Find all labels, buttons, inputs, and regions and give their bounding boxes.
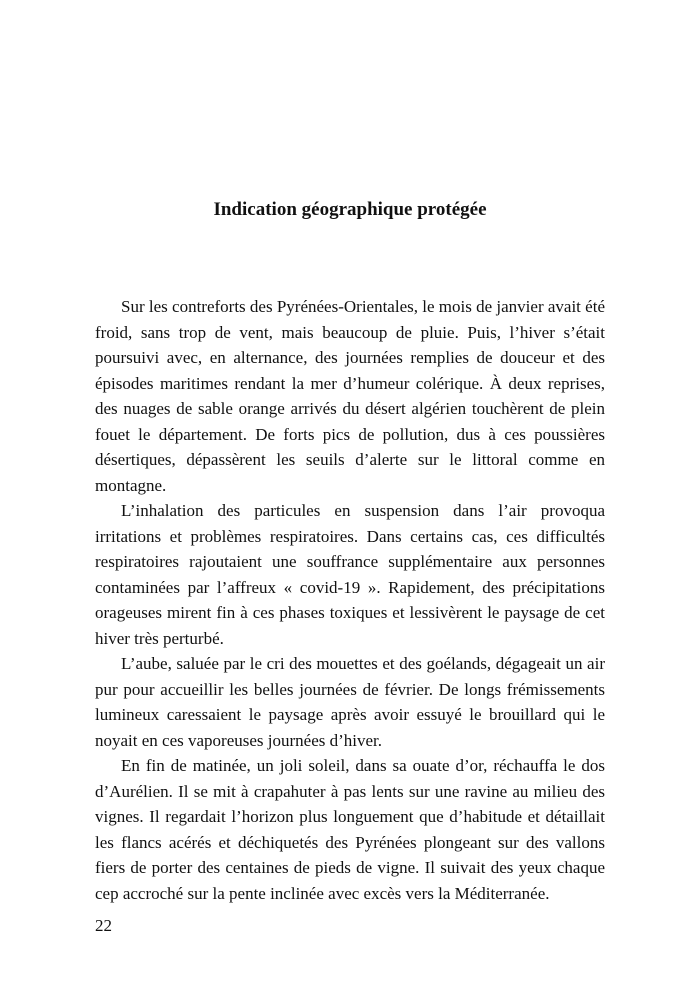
body-text xyxy=(95,294,605,906)
paragraph: Sur les contreforts des Pyrénées-Orientales, le mois de janvier avait été froid, sans trop de vent, mais beaucoup de pluie. Puis, l’hiver s’était poursuivi avec, en alternance, des journées remplies de douceur et des épisodes maritimes rendant la mer d’humeur colérique. À deux reprises, des nuages de sable orange arrivés du désert algérien touchèrent de plein fouet le département. De forts pics de pollution, dus à ces poussières désertiques, dépassèrent les seuils d’alerte sur le littoral comme en montagne. xyxy=(95,297,605,495)
page-number: 22 xyxy=(95,916,112,935)
paragraph: L’inhalation des particules en suspension dans l’air provoqua irritations et problèmes respiratoires. Dans certains cas, ces difficultés respiratoires rajoutaient une souffrance supplémentaire aux personnes contaminées par l’affreux « covid-19 ». Rapidement, des précipitations orageuses mirent fin à ces phases toxiques et lessivèrent le paysage de cet hiver très perturbé. xyxy=(95,501,605,648)
paragraph: L’aube, saluée par le cri des mouettes et des goélands, dégageait un air pur pour accueillir les belles journées de février. De longs frémissements lumineux caressaient le paysage après avoir essuyé le brouillard qui le noyait en ces vaporeuses journées d’hiver. xyxy=(95,654,605,750)
paragraph: En fin de matinée, un joli soleil, dans sa ouate d’or, réchauffa le dos d’Aurélien. Il se mit à crapahuter à pas lents sur une ravine au milieu des vignes. Il regardait l’horizon plus longuement que d’habitude et détaillait les flancs acérés et déchiquetés des Pyrénées plongeant sur des vallons fiers de porter des centaines de pieds de vigne. Il suivait des yeux chaque cep accroché sur la pente inclinée avec excès vers la Méditerranée. xyxy=(95,756,605,903)
chapter-title: Indication géographique protégée xyxy=(213,199,487,220)
